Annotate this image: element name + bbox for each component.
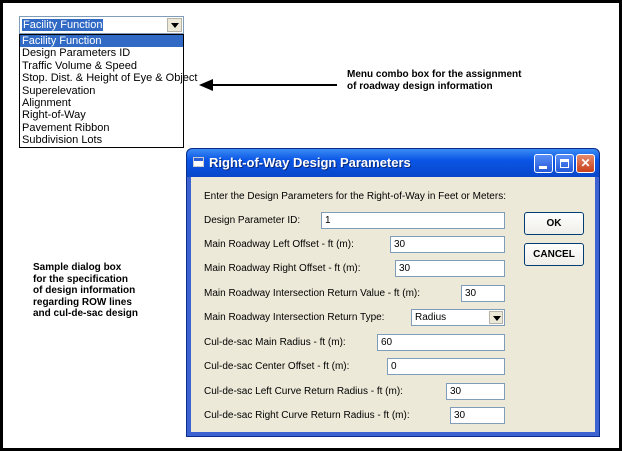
- dialog-annotation: [33, 262, 138, 320]
- intersection-return-type-label: Main Roadway Intersection Return Type:: [204, 312, 385, 323]
- screenshot-canvas: [3, 3, 619, 448]
- right-offset-label: Main Roadway Right Offset - ft (m):: [204, 263, 361, 274]
- list-item[interactable]: Subdivision Lots: [22, 134, 103, 147]
- chevron-down-icon: [493, 316, 501, 321]
- design-parameter-id-input[interactable]: 1: [321, 212, 505, 229]
- culdesac-main-radius-label: Cul-de-sac Main Radius - ft (m):: [204, 337, 346, 348]
- intersection-return-value-label: Main Roadway Intersection Return Value - ft (m):: [204, 288, 421, 299]
- culdesac-left-curve-label: Cul-de-sac Left Curve Return Radius - ft (m):: [204, 386, 403, 397]
- list-item[interactable]: Pavement Ribbon: [22, 121, 110, 134]
- left-offset-input[interactable]: 30: [390, 236, 505, 253]
- dialog-titlebar[interactable]: [187, 149, 599, 177]
- close-button[interactable]: [576, 154, 595, 173]
- close-icon: ✕: [580, 156, 591, 170]
- minimize-icon: [539, 166, 547, 169]
- ok-button[interactable]: OK: [524, 212, 584, 235]
- culdesac-left-curve-input[interactable]: 30: [446, 383, 505, 400]
- return-type-dropdown-button[interactable]: [489, 311, 503, 324]
- maximize-icon: [560, 159, 569, 168]
- menu-annotation: [347, 69, 521, 93]
- combo-options-list: [19, 34, 198, 148]
- right-offset-input[interactable]: 30: [395, 260, 505, 277]
- dialog-annotation-line: regarding ROW lines: [33, 296, 132, 308]
- dialog-annotation-line: Sample dialog box: [33, 262, 122, 273]
- dialog-annotation-line: and cul-de-sac design: [33, 308, 139, 319]
- instruction-text: Enter the Design Parameters for the Right-of-Way in Feet or Meters:: [204, 191, 506, 202]
- maximize-button[interactable]: [555, 154, 574, 173]
- culdesac-center-offset-input[interactable]: 0: [387, 358, 505, 375]
- dialog-annotation-line: for the specification: [33, 273, 129, 285]
- left-arrow-icon: [199, 79, 339, 91]
- combo-dropdown-button[interactable]: [167, 18, 182, 32]
- list-item[interactable]: Facility Function: [20, 35, 183, 47]
- design-info-combo[interactable]: [19, 16, 184, 34]
- dialog-title: Right-of-Way Design Parameters: [209, 155, 411, 170]
- chevron-down-icon: [171, 23, 179, 28]
- minimize-button[interactable]: [534, 154, 553, 173]
- culdesac-main-radius-input[interactable]: 60: [377, 334, 505, 351]
- menu-annotation-line: of roadway design information: [347, 81, 493, 92]
- dialog-annotation-line: of design information: [33, 285, 136, 296]
- design-parameter-id-label: Design Parameter ID:: [204, 215, 301, 226]
- window-icon: [193, 157, 204, 167]
- list-item[interactable]: Design Parameters ID: [22, 47, 131, 60]
- intersection-return-type-select[interactable]: [411, 309, 505, 326]
- combo-selected-value: Facility Function: [23, 19, 103, 31]
- culdesac-right-curve-input[interactable]: 30: [450, 407, 505, 424]
- list-item[interactable]: Superelevation: [22, 84, 96, 97]
- return-type-value: Radius: [415, 312, 447, 323]
- list-item[interactable]: Alignment: [22, 96, 71, 109]
- dialog-client-area: [191, 177, 595, 432]
- intersection-return-value-input[interactable]: 30: [461, 285, 505, 302]
- row-design-dialog: [186, 148, 600, 437]
- list-item[interactable]: Right-of-Way: [22, 109, 86, 122]
- culdesac-right-curve-label: Cul-de-sac Right Curve Return Radius - ft (m):: [204, 410, 410, 421]
- list-item[interactable]: Stop. Dist. & Height of Eye & Object: [22, 72, 198, 85]
- menu-annotation-line: Menu combo box for the assignment: [347, 69, 522, 80]
- cancel-button[interactable]: CANCEL: [524, 243, 584, 266]
- culdesac-center-offset-label: Cul-de-sac Center Offset - ft (m):: [204, 361, 350, 372]
- list-item[interactable]: Traffic Volume & Speed: [22, 59, 137, 72]
- left-offset-label: Main Roadway Left Offset - ft (m):: [204, 239, 354, 250]
